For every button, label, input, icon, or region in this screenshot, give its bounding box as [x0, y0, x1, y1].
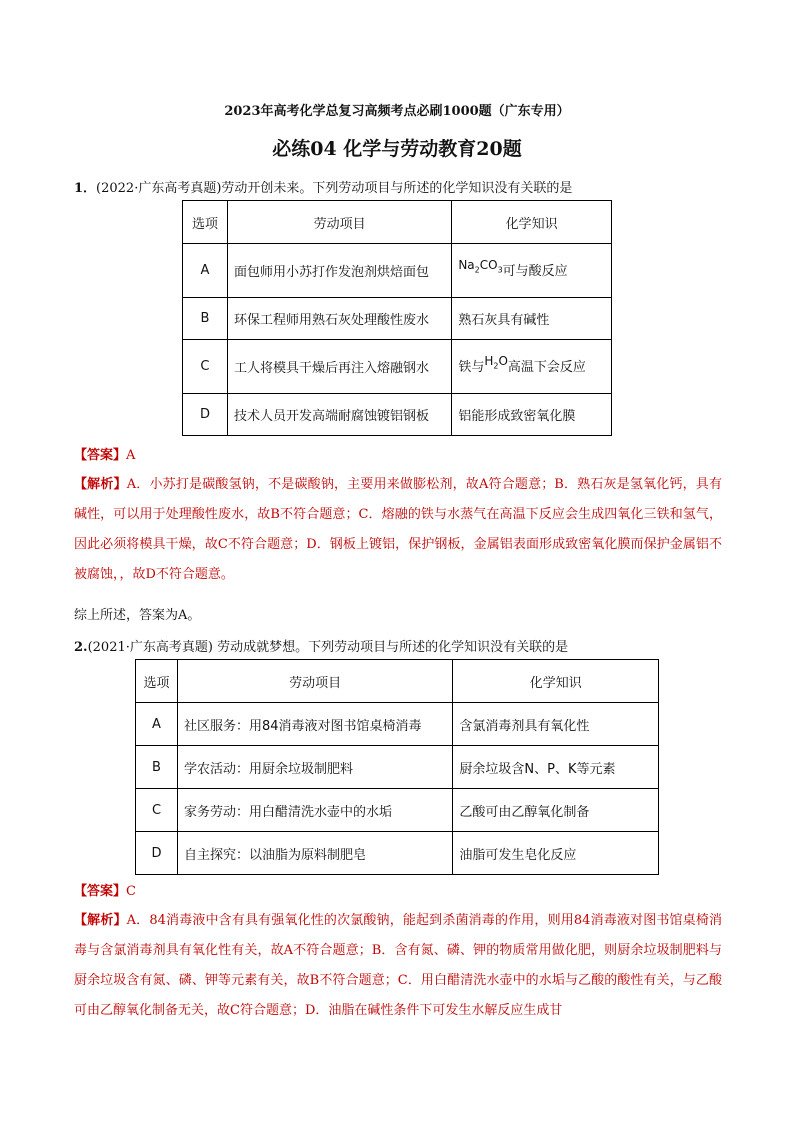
question-1-analysis: [74, 470, 722, 590]
table-header-row: [183, 201, 612, 244]
analysis-text: A．小苏打是碳酸氢钠，不是碳酸钠，主要用来做膨松剂，故A符合题意；B．熟石灰是氢氧化钙，具有碱性，可以用于处理酸性废水，故B不符合题意；C．熔融的铁与水蒸气在高温下反应会生成四氧化三铁和氢气，因此必须将模具干燥，故C不符合题意；D．钢板上镀铝，保护钢板，金属铝表面形成致密氧化膜而保护金属铝不被腐蚀，，故D不符合题意。: [74, 477, 722, 582]
row-knowledge: 油脂可发生皂化反应: [453, 832, 659, 875]
answer-tag: 【答案】: [74, 448, 127, 463]
question-1-answer: [74, 444, 135, 463]
question-1-stem: [74, 177, 572, 196]
analysis-text: A．84消毒液中含有具有强氧化性的次氯酸钠，能起到杀菌消毒的作用，则用84消毒液对图书馆桌椅消毒与含氯消毒剂具有氧化性有关，故A不符合题意；B．含有氮、磷、钾的物质常用做化肥，则厨余垃圾制肥料与厨余垃圾含有氮、磷、钾等元素有关，故B不符合题意；C．用白醋清洗水壶中的水垢与乙酸的酸性有关，与乙酸可由乙醇氧化制备无关，故C符合题意；D．油脂在碱性条件下可发生水解反应生成甘: [74, 913, 722, 1018]
question-2-text: (2021·广东高考真题) 劳动成就梦想。下列劳动项目与所述的化学知识没有关联的是: [87, 640, 569, 655]
row-project: 自主探究：以油脂为原料制肥皂: [177, 832, 452, 875]
table-header-row: [136, 660, 659, 703]
row-option: C: [183, 340, 228, 394]
answer-value: C: [126, 884, 136, 899]
row-project: 面包师用小苏打作发泡剂烘焙面包: [227, 244, 451, 298]
analysis-tag: 【解析】: [74, 913, 127, 928]
question-2-analysis: [74, 906, 722, 1026]
question-2-answer: [74, 880, 136, 899]
question-2-number: 2.: [74, 640, 88, 655]
question-1-text: (2022·广东高考真题)劳动开创未来。下列劳动项目与所述的化学知识没有关联的是: [96, 181, 573, 196]
row-option: D: [183, 394, 228, 436]
row-option: B: [183, 298, 228, 340]
row-project: 家务劳动：用白醋清洗水壶中的水垢: [177, 789, 452, 832]
row-option: C: [136, 789, 178, 832]
document-subtitle: 必练04 化学与劳动教育20题: [272, 138, 522, 160]
question-2-table: [135, 659, 659, 875]
row-project: 学农活动：用厨余垃圾制肥料: [177, 746, 452, 789]
row-knowledge: $Na_2CO_3$可与酸反应: [452, 244, 612, 298]
row-project: 环保工程师用熟石灰处理酸性废水: [227, 298, 451, 340]
row-knowledge: 含氯消毒剂具有氧化性: [453, 703, 659, 746]
table-row: [183, 244, 612, 298]
row-option: A: [183, 244, 228, 298]
table-row: [183, 298, 612, 340]
row-knowledge: 铝能形成致密氧化膜: [452, 394, 612, 436]
chem-formula: $Na_2CO_3$: [458, 258, 503, 275]
row-knowledge: 乙酸可由乙醇氧化制备: [453, 789, 659, 832]
header-option: 选项: [136, 660, 178, 703]
question-1-number: 1．: [74, 181, 97, 196]
table-row: [136, 703, 659, 746]
header-knowledge: 化学知识: [452, 201, 612, 244]
chem-formula: $H_2O$: [484, 354, 508, 371]
row-option: B: [136, 746, 178, 789]
row-knowledge: 铁与$H_2O$高温下会反应: [452, 340, 612, 394]
header-project: 劳动项目: [227, 201, 451, 244]
row-option: A: [136, 703, 178, 746]
table-row: [136, 832, 659, 875]
header-option: 选项: [183, 201, 228, 244]
document-title: 2023年高考化学总复习高频考点必刷1000题（广东专用）: [224, 104, 570, 119]
answer-value: A: [126, 448, 136, 463]
row-project: 技术人员开发高端耐腐蚀镀铝钢板: [227, 394, 451, 436]
row-knowledge: 熟石灰具有碱性: [452, 298, 612, 340]
header-project: 劳动项目: [177, 660, 452, 703]
question-2-stem: [74, 636, 568, 655]
row-option: D: [136, 832, 178, 875]
row-project: 社区服务：用84消毒液对图书馆桌椅消毒: [177, 703, 452, 746]
table-row: [183, 340, 612, 394]
analysis-tag: 【解析】: [74, 477, 127, 492]
row-knowledge: 厨余垃圾含N、P、K等元素: [453, 746, 659, 789]
table-row: [136, 789, 659, 832]
table-row: [183, 394, 612, 436]
header-knowledge: 化学知识: [453, 660, 659, 703]
answer-tag: 【答案】: [74, 884, 127, 899]
question-1-table: [182, 200, 612, 436]
question-1-summary: 综上所述，答案为A。: [74, 608, 201, 623]
table-row: [136, 746, 659, 789]
row-project: 工人将模具干燥后再注入熔融钢水: [227, 340, 451, 394]
